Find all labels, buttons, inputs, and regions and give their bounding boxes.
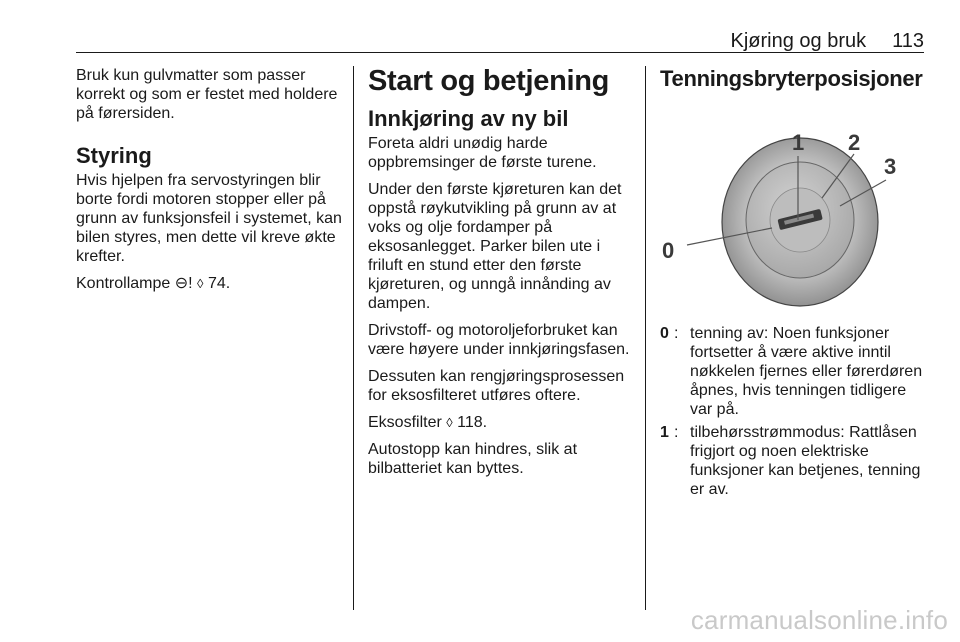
main-heading: Start og betjening	[368, 65, 610, 97]
section-title: Kjøring og bruk	[730, 30, 867, 52]
position-key: 1	[660, 424, 669, 441]
page-number: 113	[892, 30, 924, 52]
eksosfilter-ref-link[interactable]: 118.	[457, 414, 488, 431]
innkjoring-heading: Innkjøring av ny bil	[368, 106, 569, 131]
kontrollampe-ref-link[interactable]: 74.	[207, 275, 231, 292]
position-label-0: 0	[662, 238, 675, 263]
colon: :	[674, 325, 679, 342]
eksosfilter-line	[368, 413, 636, 432]
ignition-positions-list	[660, 324, 926, 499]
column-divider-2	[645, 66, 646, 610]
position-key: 0	[660, 325, 669, 342]
floor-mat-paragraph: Bruk kun gulvmatter som passer korrekt og som er festet med holdere på førersiden.	[76, 67, 338, 122]
ignition-heading: Tenningsbryterposisjoner	[660, 66, 923, 91]
column-divider-1	[353, 66, 354, 610]
kontrollampe-line	[76, 274, 344, 293]
innkjoring-para-4: Dessuten kan rengjøringsprosessen for eksosfilteret utføres oftere.	[368, 368, 625, 404]
position-label-2: 2	[848, 130, 861, 155]
page-ref-icon: ◊	[446, 415, 453, 430]
ignition-lock-dial	[722, 138, 878, 306]
innkjoring-para-1: Foreta aldri unødig harde oppbremsinger de første turene.	[368, 135, 597, 171]
ignition-switch-illustration	[660, 94, 926, 312]
steering-warning-icon: ⊖!	[174, 275, 193, 292]
header-rule	[76, 52, 924, 53]
position-description: tenning av: Noen funksjoner fortsetter å være aktive inntil nøkkelen fjernes eller førerdøren åpnes, hvis tenningen tidligere var på.	[690, 325, 923, 418]
innkjoring-para-3: Drivstoff- og motoroljeforbruket kan være høyere under innkjøringsfasen.	[368, 322, 630, 358]
styring-paragraph: Hvis hjelpen fra servostyringen blir borte fordi motoren stopper eller på grunn av funksjonsfeil i systemet, kan bilen styres, men dette vil kreve økte krefter.	[76, 172, 342, 265]
running-head	[730, 30, 924, 53]
position-label-3: 3	[884, 154, 897, 179]
innkjoring-para-2: Under den første kjøreturen kan det oppstå røykutvikling på grunn av at voks og olje fordamper på eksosanlegget. Parker bilen ute i friluft en stund etter den første kjøreturen, og unngå innånding av dampen.	[368, 181, 622, 312]
kontrollampe-label: Kontrollampe	[76, 275, 171, 292]
styring-heading: Styring	[76, 143, 152, 168]
position-label-1: 1	[792, 130, 805, 155]
list-item	[660, 324, 926, 419]
list-item	[660, 423, 926, 499]
column-3	[660, 66, 926, 503]
page-ref-icon: ◊	[197, 276, 204, 291]
colon: :	[674, 424, 679, 441]
column-1	[76, 66, 344, 301]
position-description: tilbehørsstrømmodus: Rattlåsen frigjort og noen elektriske funksjoner kan betjenes, tenning er av.	[690, 424, 921, 498]
innkjoring-para-5: Autostopp kan hindres, slik at bilbatteriet kan byttes.	[368, 441, 578, 477]
eksosfilter-label: Eksosfilter	[368, 414, 442, 431]
column-2	[368, 66, 636, 486]
watermark: carmanualsonline.info	[690, 605, 948, 635]
ignition-switch-figure	[660, 94, 926, 312]
